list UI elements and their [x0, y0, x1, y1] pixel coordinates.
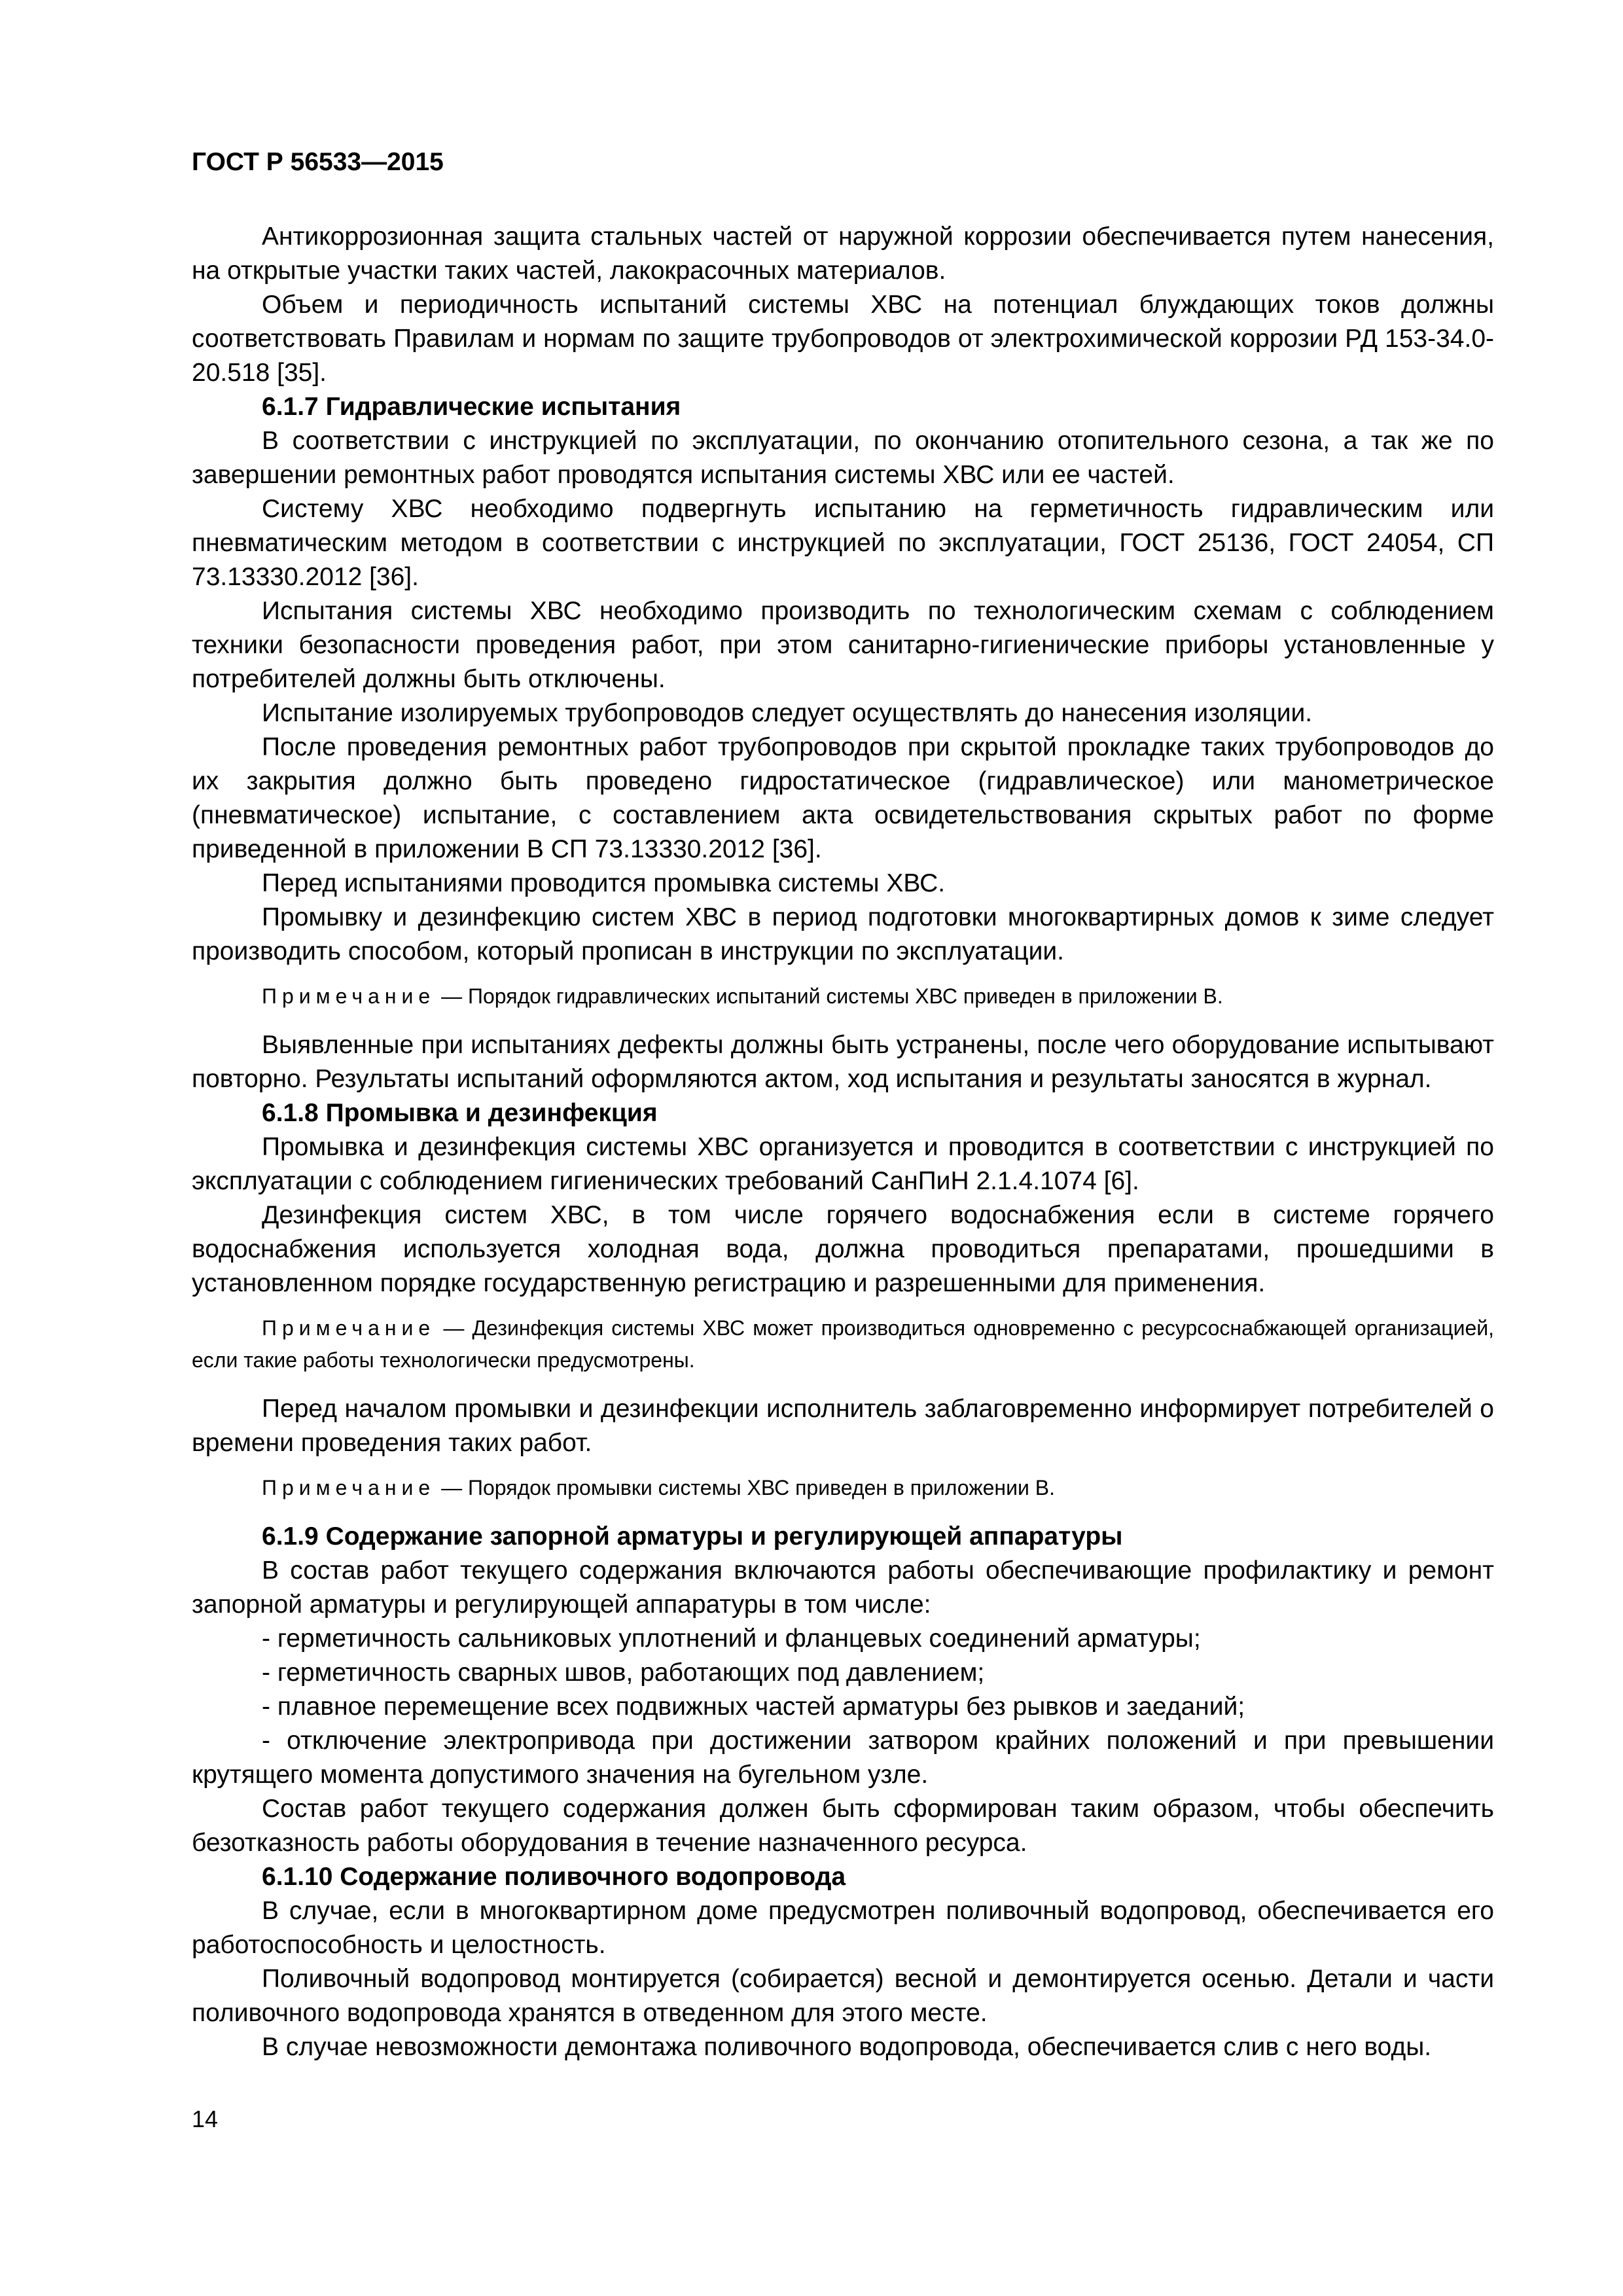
paragraph: Перед испытаниями проводится промывка системы ХВС.: [262, 869, 946, 897]
paragraph-stray-currents: Объем и периодичность испытаний системы ХВС на потенциал блуждающих токов должны соответствовать Правилам и нормам по защите трубопроводов от электрохимической коррозии РД 153-34.0-20.518 [35].: [192, 291, 1494, 387]
paragraph: В случае невозможности демонтажа поливочного водопровода, обеспечивается слив с него воды.: [262, 2033, 1432, 2061]
paragraph: Состав работ текущего содержания должен быть сформирован таким образом, чтобы обеспечить безотказность работы оборудования в течение назначенного ресурса.: [192, 1795, 1494, 1857]
note-text: — Порядок гидравлических испытаний системы ХВС приведен в приложении В.: [435, 984, 1223, 1008]
paragraph: В соответствии с инструкцией по эксплуатации, по окончанию отопительного сезона, а так же по завершении ремонтных работ проводятся испытания системы ХВС или ее частей.: [192, 427, 1494, 489]
note-text: — Дезинфекция системы ХВС может производиться одновременно с ресурсоснабжающей организацией, если такие работы технологически предусмотрены.: [192, 1316, 1494, 1372]
list-item: - герметичность сальниковых уплотнений и фланцевых соединений арматуры;: [262, 1624, 1201, 1653]
paragraph: Выявленные при испытаниях дефекты должны быть устранены, после чего оборудование испытывают повторно. Результаты испытаний оформляются актом, ход испытания и результаты заносятся в журнал.: [192, 1031, 1494, 1093]
note: [192, 1472, 1494, 1504]
document-body: [192, 220, 1494, 2064]
paragraph: Систему ХВС необходимо подвергнуть испытанию на герметичность гидравлическим или пневматическим методом в соответствии с инструкцией по эксплуатации, ГОСТ 25136, ГОСТ 24054, СП 73.13330.2012 [36].: [192, 495, 1494, 591]
section-heading-6-1-7: 6.1.7 Гидравлические испытания: [262, 393, 681, 421]
list-item: - плавное перемещение всех подвижных частей арматуры без рывков и заеданий;: [262, 1693, 1245, 1721]
paragraph: Испытание изолируемых трубопроводов следует осуществлять до нанесения изоляции.: [262, 699, 1313, 727]
paragraph: Поливочный водопровод монтируется (собирается) весной и демонтируется осенью. Детали и части поливочного водопровода хранятся в отведенном для этого месте.: [192, 1965, 1494, 2027]
note-label: Примечание: [262, 1476, 436, 1499]
note-label: Примечание: [262, 984, 436, 1008]
section-heading-6-1-10: 6.1.10 Содержание поливочного водопровода: [262, 1863, 846, 1891]
paragraph: В состав работ текущего содержания включаются работы обеспечивающие профилактику и ремонт запорной арматуры и регулирующей аппаратуры в том числе:: [192, 1556, 1494, 1619]
paragraph: Промывку и дезинфекцию систем ХВС в период подготовки многоквартирных домов к зиме следует производить способом, который прописан в инструкции по эксплуатации.: [192, 903, 1494, 965]
paragraph: Дезинфекция систем ХВС, в том числе горячего водоснабжения если в системе горячего водоснабжения используется холодная вода, должна проводиться препаратами, прошедшими в установленном порядке государственную регистрацию и разрешенными для применения.: [192, 1201, 1494, 1297]
note-label: Примечание: [262, 1316, 436, 1340]
paragraph: Испытания системы ХВС необходимо производить по технологическим схемам с соблюдением техники безопасности проведения работ, при этом санитарно-гигиенические приборы установленные у потребителей должны быть отключены.: [192, 597, 1494, 693]
paragraph: Промывка и дезинфекция системы ХВС организуется и проводится в соответствии с инструкцией по эксплуатации с соблюдением гигиенических требований СанПиН 2.1.4.1074 [6].: [192, 1133, 1494, 1195]
note: [192, 980, 1494, 1013]
paragraph: В случае, если в многоквартирном доме предусмотрен поливочный водопровод, обеспечивается его работоспособность и целостность.: [192, 1897, 1494, 1959]
paragraph: После проведения ремонтных работ трубопроводов при скрытой прокладке таких трубопроводов до их закрытия должно быть проведено гидростатическое (гидравлическое) или манометрическое (пневматическое) испытание, с составлением акта освидетельствования скрытых работ по форме приведенной в приложении В СП 73.13330.2012 [36].: [192, 733, 1494, 863]
section-heading-6-1-9: 6.1.9 Содержание запорной арматуры и регулирующей аппаратуры: [262, 1522, 1123, 1551]
note-text: — Порядок промывки системы ХВС приведен в приложении В.: [435, 1476, 1055, 1499]
note: [192, 1312, 1494, 1376]
list-item: - герметичность сварных швов, работающих под давлением;: [262, 1659, 985, 1687]
document-code-header: ГОСТ Р 56533—2015: [192, 148, 444, 176]
paragraph: Перед началом промывки и дезинфекции исполнитель заблаговременно информирует потребителей о времени проведения таких работ.: [192, 1395, 1494, 1457]
section-heading-6-1-8: 6.1.8 Промывка и дезинфекция: [262, 1099, 658, 1127]
paragraph-anticorrosion: Антикоррозионная защита стальных частей от наружной коррозии обеспечивается путем нанесения, на открытые участки таких частей, лакокрасочных материалов.: [192, 223, 1494, 285]
list-item: - отключение электропривода при достижении затвором крайних положений и при превышении крутящего момента допустимого значения на бугельном узле.: [192, 1727, 1494, 1789]
page-number: 14: [192, 2106, 219, 2132]
